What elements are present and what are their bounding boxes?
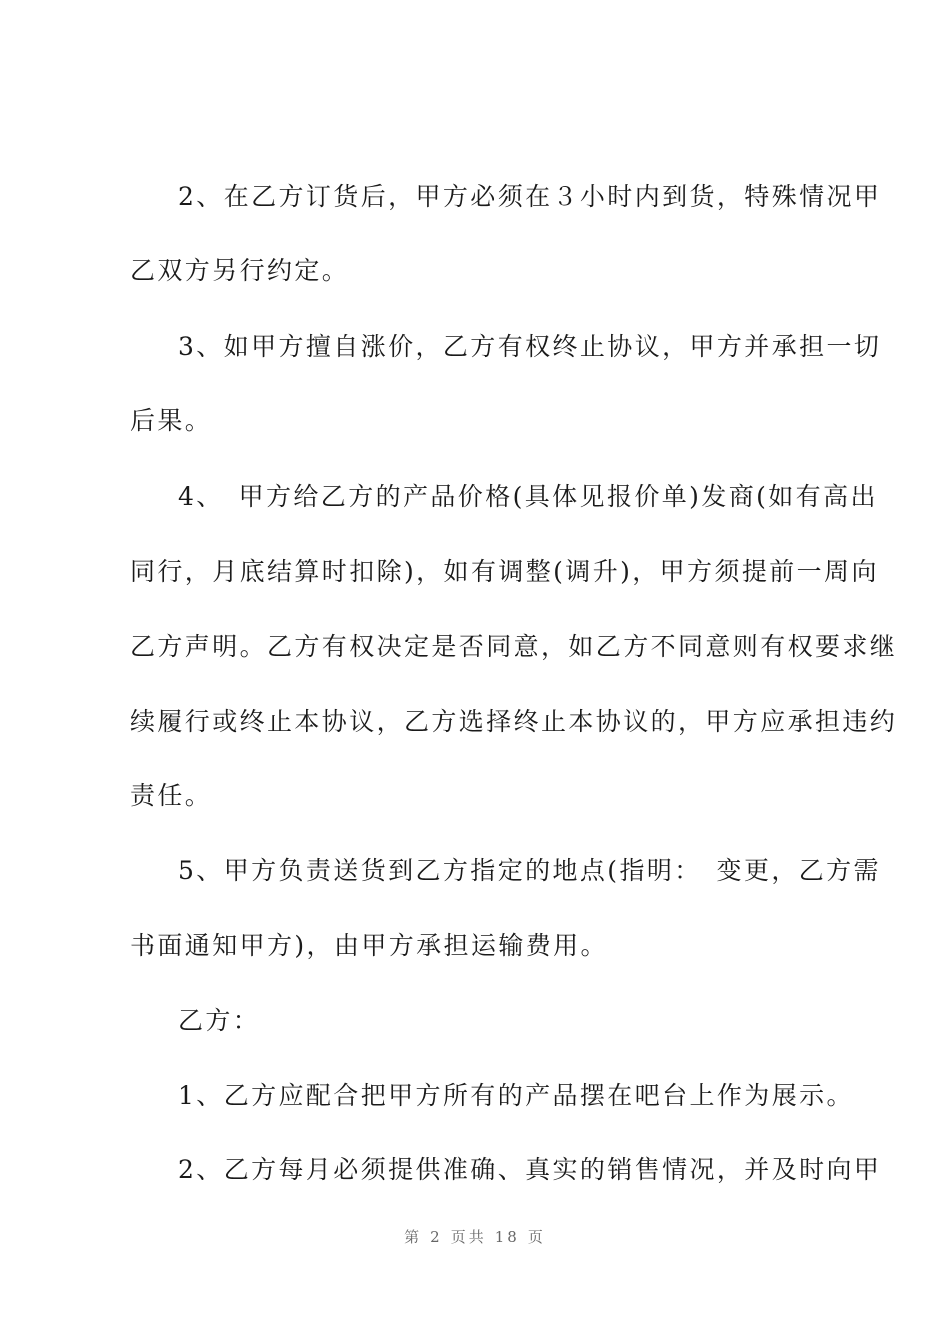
paragraph-line: 4、 甲方给乙方的产品价格(具体见报价单)发商(如有高出 bbox=[178, 482, 878, 511]
footer-prefix: 第 bbox=[404, 1228, 423, 1246]
footer-suffix: 页 bbox=[527, 1228, 546, 1246]
paragraph-line: 2、在乙方订货后，甲方必须在３小时内到货，特殊情况甲 bbox=[178, 182, 882, 211]
paragraph-line: 乙方声明。乙方有权决定是否同意，如乙方不同意则有权要求继 bbox=[130, 632, 898, 661]
paragraph-line: 2、乙方每月必须提供准确、真实的销售情况，并及时向甲 bbox=[178, 1155, 882, 1184]
paragraph-line: 3、如甲方擅自涨价，乙方有权终止协议，甲方并承担一切 bbox=[178, 332, 882, 361]
paragraph-line: 乙双方另行约定。 bbox=[130, 256, 350, 285]
paragraph-line: 后果。 bbox=[130, 406, 213, 435]
paragraph-line: 5、甲方负责送货到乙方指定的地点(指明： 变更，乙方需 bbox=[178, 856, 881, 885]
paragraph-line: 1、乙方应配合把甲方所有的产品摆在吧台上作为展示。 bbox=[178, 1081, 854, 1110]
page-footer bbox=[0, 1226, 950, 1247]
paragraph-line: 续履行或终止本协议，乙方选择终止本协议的，甲方应承担违约 bbox=[130, 707, 898, 736]
footer-middle: 页共 bbox=[450, 1228, 487, 1246]
paragraph-line: 书面通知甲方)，由甲方承担运输费用。 bbox=[130, 931, 608, 960]
paragraph-line: 同行，月底结算时扣除)，如有调整(调升)，甲方须提前一周向 bbox=[130, 557, 879, 586]
total-pages-number: 18 bbox=[494, 1228, 520, 1246]
paragraph-line: 责任。 bbox=[130, 781, 213, 810]
current-page-number: 2 bbox=[430, 1228, 443, 1246]
section-heading: 乙方： bbox=[178, 1006, 261, 1035]
